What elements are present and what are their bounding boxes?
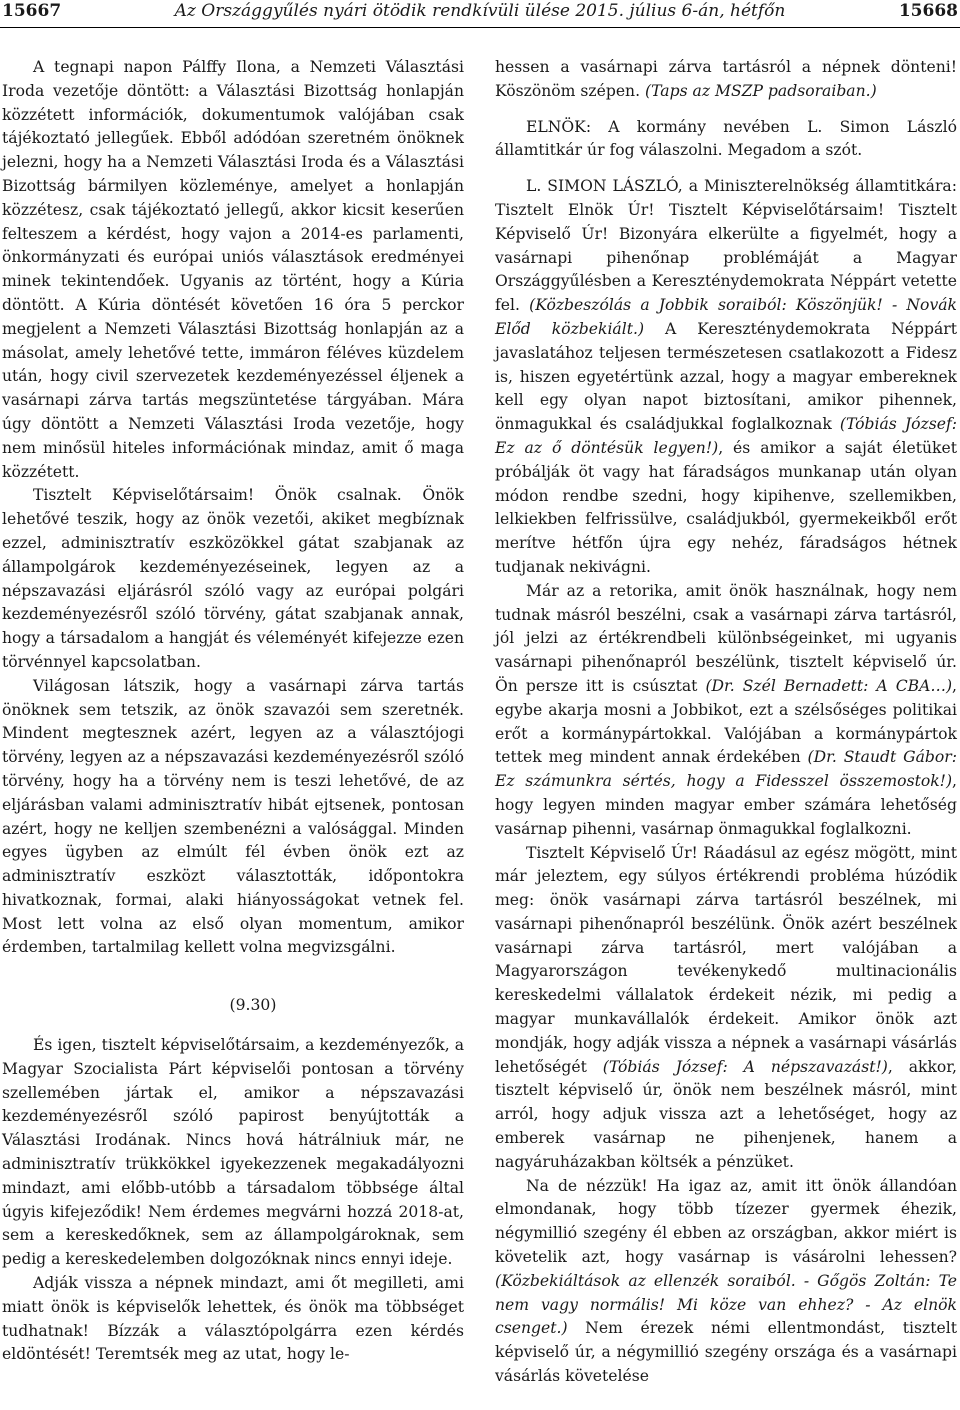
paragraph-text: hessen a vasárnapi zárva tartásról a népnek dönteni! Köszönöm szépen. [495, 58, 957, 100]
paragraph-text: , és amikor a saját életüket próbálják öt vagy hat fáradságos munkanap után olyan módon rendbe szedni, hogy kipihenve, szellemikben, lelkiekben felfrissülve, családjukból, gyermekeikből erőt merítve hétfőn újra egy nehéz, fáradságos hétnek tudjanak nekivágni. [495, 438, 957, 576]
paragraph [495, 175, 957, 580]
spacer [495, 163, 957, 175]
paragraph-text: , egybe akarja mosni a Jobbikot, ezt a szélsőséges politikai erőt a kormánypártokkal. Valójában a kormánypártok tettek meg mindent annak érdekében [495, 676, 957, 767]
left-column [2, 56, 464, 1410]
paragraph: Adják vissza a népnek mindazt, ami őt megilleti, ami miatt önök is képviselők lehettek, és önök ma többséget tudhatnak! Bízzák a választópolgárra ezen kérdés eldöntését! Teremtsék meg az utat, hogy le- [2, 1274, 464, 1364]
page-header [0, 0, 960, 30]
paragraph-text: , akkor, tisztelt képviselő úr, önök nem beszélnek másról, mint arról, hogy adjuk vissza azt a lehetőséget, hogy az emberek vasárnap ne pihenjenek, hanem a nagyáruházakban költsék a pénzüket. [495, 1057, 957, 1171]
paragraph: A tegnapi napon Pálffy Ilona, a Nemzeti Választási Iroda vezetője döntött: a Választási Bizottság honlapján közzétett információk, dokumentumok valójában csak tájékoztató jellegűek. Ebből adódóan szeretném önöknek jelezni, hogy ha a Nemzeti Választási Iroda és a Választási Bizottság bármilyen közleménye, amelyet a honlapján közzétesz, csak tájékoztató jellegű, akkor kicsit keserűen felteszem a kérdést, hogy vajon a 2014-es parlamenti, önkormányzati és európai uniós választások eredményei minek tekintendőek. Ugyanis az történt, hogy a Kúria döntött. A Kúria döntését követően 16 óra 5 perckor megjelent a Nemzeti Választási Bizottság honlapján az a másolat, amely lehetővé tette, immáron féléves küzdelem után, hogy civil szervezetek kezdeményezéssel éljenek a vasárnapi zárva tartás megszüntetése tárgyában. Mára úgy döntött a Nemzeti Választási Iroda vezetője, hogy nem minősül hiteles információnak mindaz, amit ő maga közzétett. [2, 58, 464, 481]
interjection: (Tóbiás József: A népszavazást!) [602, 1057, 888, 1076]
paragraph [495, 1175, 957, 1389]
paragraph: És igen, tisztelt képviselőtársaim, a kezdeményezők, a Magyar Szocialista Párt képviselői pontosan a törvény szellemében jártak el, amikor a népszavazási kezdeményezésről szóló papirost benyújtották a Választási Irodának. Nincs hová hátrálniuk már, ne adminisztratív trükkökkel igyekezzenek megakadályozni mindazt, ami előbb-utóbb a társadalom többsége által úgyis kifejeződik! Nem érdemes megvárni hozzá 2018-at, sem a kereskedőknek, sem az állampolgároknak, sem pedig a kereskedelemben dolgozóknak nincs ennyi ideje. [2, 1036, 464, 1269]
interjection: (Közbekiáltások az ellenzék soraiból. - Gőgös Zoltán: Te nem vagy normális! Mi köze van ehhez? - Az elnök csenget.) [495, 1271, 957, 1338]
paragraph: Világosan látszik, hogy a vasárnapi zárva tartás önöknek sem tetszik, az önök szavazói sem szeretnék. Mindent megtesznek azért, legyen az a választójogi törvény, legyen az a népszavazási kezdeményezésről szóló törvény, hogy ha a törvény nem is teszi lehetővé, de az eljárásban valami adminisztratív hibát ejtsenek, pontosan azért, hogy ne kelljen szembenézni a valósággal. Minden egyes ügyben az elmúlt fél évben önök ezt az adminisztratív eszközt választották, időpontokra hivatkoznak, formai, alaki hiányosságokat vetnek fel. Most lett volna az első olyan momentum, amikor érdemben, tartalmilag kellett volna megvizsgálni. [2, 676, 464, 957]
interjection: (Dr. Szél Bernadett: A CBA…) [705, 676, 953, 695]
paragraph [495, 842, 957, 1175]
paragraph-text: L. SIMON LÁSZLÓ, a Miniszterelnökség államtitkára: Tisztelt Elnök Úr! Tisztelt Képviselőtársaim! Tisztelt Képviselő Úr! Bizonyára elkerülte a figyelmét, hogy a vasárnapi pihenőnap problémáját a Magyar Országgyűlésben a Kereszténydemokrata Néppárt vetette fel. [495, 177, 957, 315]
paragraph [495, 580, 957, 842]
paragraph-text: A Kereszténydemokrata Néppárt javaslatához teljesen természetesen csatlakozott a Fidesz is, hiszen egyetértünk azzal, hogy a magyar embereknek kell egy olyan napot biztosítani, amikor pihennek, önmagukkal és családjukkal foglalkoznak [495, 319, 957, 434]
running-title: Az Országgyűlés nyári ötödik rendkívüli ülése 2015. július 6-án, hétfőn [174, 1, 786, 21]
interjection: (Dr. Staudt Gábor: Ez számunkra sértés, hogy a Fidesszel összemostok!) [495, 748, 957, 791]
paragraph-text: Na de nézzük! Ha igaz az, amit itt önök állandóan elmondanak, hogy több tízezer gyermek éhezik, négymillió szegény él ebben az országban, akkor miért is követelik azt, hogy vasárnap is vásárolni lehessen? [495, 1176, 957, 1267]
paragraph-text: , hogy legyen minden magyar ember számára lehetőség vasárnap pihenni, vasárnap önmagukkal foglalkozni. [495, 772, 957, 838]
page-number-left: 15667 [2, 1, 62, 21]
header-rule [0, 27, 960, 28]
paragraph: ELNÖK: A kormány nevében L. Simon László államtitkár úr fog válaszolni. Megadom a szót. [495, 117, 957, 160]
right-column [495, 56, 957, 1410]
time-marker: (9.30) [229, 996, 277, 1015]
paragraph: Tisztelt Képviselőtársaim! Önök csalnak. Önök lehetővé teszik, hogy az önök vezetői, akiket megbíznak ezzel, adminisztratív eszközökkel gátat szabjanak az állampolgárok kezdeményezéseinek, legyen az a népszavazási eljárásról szóló vagy az európai polgári kezdeményezésről szóló törvény, gátat szabjanak annak, hogy a társadalom a hangját és véleményét kifejezze ezen törvénnyel kapcsolatban. [2, 486, 464, 671]
interjection: (Tóbiás József: Ez az ő döntésük legyen!) [495, 415, 957, 457]
spacer [495, 104, 957, 116]
paragraph-text: Tisztelt Képviselő Úr! Ráadásul az egész mögött, mint már jeleztem, egy súlyos értékrendi probléma húzódik meg: önök vasárnapi zárva tartásról beszélnek, mi vasárnapi pihenőnapról beszélünk. Önök azért beszélnek vasárnapi zárva tartásról, mert valójában a Magyarországon tevékenykedő multinacionális kereskedelmi vállalatok érdekeit nézik, mi pedig a magyar munkavállalók érdekeit. Amikor önök azt mondják, hogy adják vissza a népnek a vasárnapi vásárlás lehetőségét [495, 843, 957, 1076]
interjection: (Taps az MSZP padsoraiban.) [645, 81, 877, 100]
paragraph-text: Nem érezek némi ellentmondást, tisztelt képviselő úr, a négymillió szegény országa és a vasárnapi vásárlás követelése [495, 1319, 957, 1386]
paragraph [495, 56, 957, 104]
interjection: (Közbeszólás a Jobbik soraiból: Köszönjük! - Novák Előd közbekiált.) [495, 296, 957, 338]
paragraph-text: Már az a retorika, amit önök használnak, hogy nem tudnak másról beszélni, csak a vasárnapi zárva tartásról, jól jelzi az értékrendbeli különbségeinket, mi ugyanis vasárnapi pihenőnapról beszélünk, tisztelt képviselő úr. Ön persze itt is csúsztat [495, 581, 957, 695]
page-number-right: 15668 [898, 1, 958, 21]
